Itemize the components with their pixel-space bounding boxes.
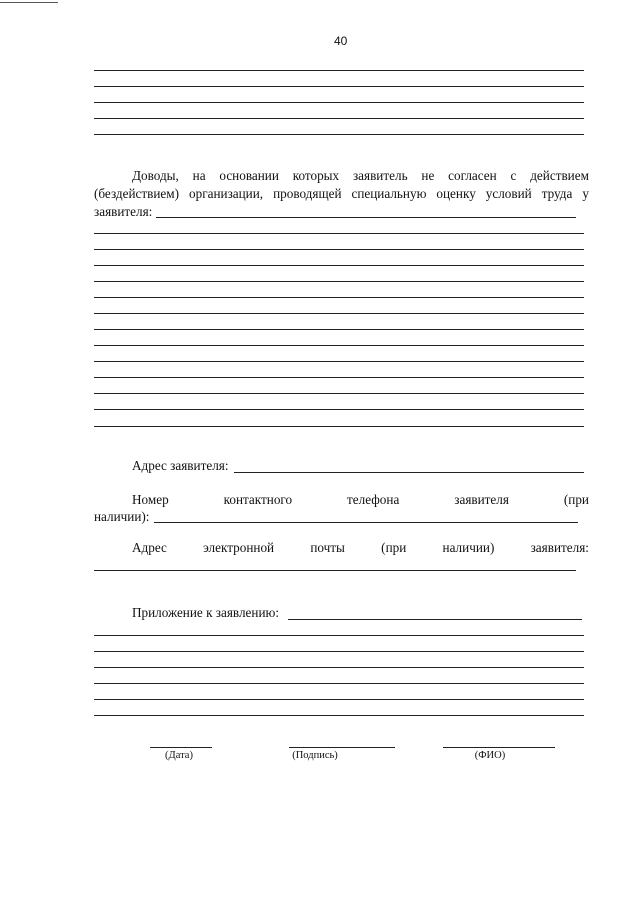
word: заявителя [454,492,509,507]
blank-line[interactable] [94,683,584,684]
signature-input-line[interactable] [289,747,395,748]
word: Доводы, [132,168,179,183]
blank-line[interactable] [94,667,584,668]
email-input-line[interactable] [94,570,576,571]
word: контактного [223,492,293,507]
blank-line[interactable] [94,249,584,250]
word: труда [541,186,573,201]
arguments-text-line-1 [132,167,589,185]
blank-line[interactable] [94,233,584,234]
word: заявителя: [530,540,589,555]
word: Адрес [132,540,167,555]
blank-line[interactable] [94,265,584,266]
word: условий [485,186,532,201]
page-number: 40 [334,34,348,48]
word: почты [310,540,345,555]
word: организации, [189,186,264,201]
word: которых [292,168,340,183]
blank-line[interactable] [94,361,584,362]
word: (при [563,492,589,507]
word: не [421,168,435,183]
word: наличии) [442,540,495,555]
fio-input-line[interactable] [443,747,555,748]
blank-line[interactable] [94,393,584,394]
word: с [510,168,517,183]
blank-line[interactable] [94,377,584,378]
word: Номер [132,492,169,507]
signature-caption: (Подпись) [292,750,338,761]
word: действием [530,168,589,183]
arguments-input-line[interactable] [156,217,576,218]
email-text-line-1 [132,539,589,557]
attachment-label: Приложение к заявлению: [132,605,280,620]
word: заявитель [352,168,408,183]
word: согласен [448,168,497,183]
phone-text-line-1 [132,491,589,509]
date-input-line[interactable] [150,747,212,748]
word: проводящей [273,186,342,201]
word: основании [219,168,279,183]
attachment-input-line[interactable] [288,619,582,620]
blank-line[interactable] [94,635,584,636]
arguments-label: заявителя: [94,204,153,219]
blank-line[interactable] [94,715,584,716]
fio-caption: (ФИО) [474,750,506,761]
word: (бездействием) [94,186,180,201]
date-caption: (Дата) [165,750,193,761]
address-input-line[interactable] [234,472,584,473]
address-label: Адрес заявителя: [132,458,229,473]
blank-line[interactable] [94,409,584,410]
word: на [192,168,206,183]
blank-line[interactable] [94,70,584,71]
scan-corner-mark [0,2,58,3]
blank-line[interactable] [94,329,584,330]
blank-line[interactable] [94,313,584,314]
blank-line[interactable] [94,651,584,652]
blank-line[interactable] [94,699,584,700]
phone-input-line[interactable] [154,522,578,523]
blank-line[interactable] [94,102,584,103]
blank-line[interactable] [94,134,584,135]
blank-line[interactable] [94,281,584,282]
blank-line[interactable] [94,118,584,119]
arguments-text-line-2 [94,185,589,203]
word: специальную [351,186,427,201]
word: у [582,186,589,201]
word: электронной [203,540,275,555]
blank-line[interactable] [94,86,584,87]
blank-line[interactable] [94,426,584,427]
word: телефона [347,492,400,507]
word: (при [381,540,407,555]
word: оценку [436,186,476,201]
blank-line[interactable] [94,297,584,298]
blank-line[interactable] [94,345,584,346]
phone-label: наличии): [94,509,150,524]
